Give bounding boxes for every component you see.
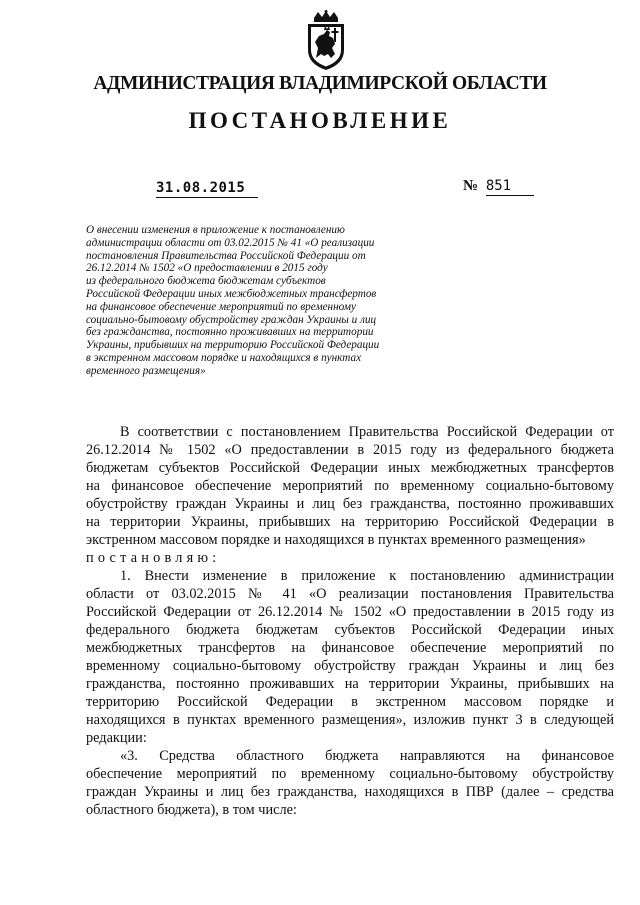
- item-1-line: области от 03.02.2015 № 41 «О реализации постановления Правительства: [86, 586, 614, 602]
- document-type-heading: ПОСТАНОВЛЕНИЕ: [188, 108, 452, 133]
- document-date: 31.08.2015: [156, 180, 258, 198]
- item-1-line: гражданства, постоянно проживавших на территории Украины, прибывших на: [86, 676, 614, 692]
- document-body: [86, 423, 614, 819]
- item-3-line: граждан Украины и лиц без гражданства, находящихся в ПВР (далее – средства: [86, 784, 614, 800]
- item-1-line: 1. Внести изменение в приложение к постановлению администрации: [120, 568, 614, 584]
- preamble-line: В соответствии с постановлением Правительства Российской Федерации от: [120, 424, 614, 440]
- preamble-line: обустройству граждан Украины и лиц без гражданства, постоянно проживавших: [86, 496, 614, 512]
- organization-title: АДМИНИСТРАЦИЯ ВЛАДИМИРСКОЙ ОБЛАСТИ: [93, 73, 547, 94]
- preamble-line: бюджетам субъектов Российской Федерации иных межбюджетных трансфертов: [86, 460, 614, 476]
- item-1-line: территорию Российской Федерации в экстренном массовом порядке и: [86, 694, 614, 710]
- preamble-line: на финансовое обеспечение мероприятий по временному социально-бытовому: [86, 478, 614, 494]
- subject-line: Российской Федерации иных межбюджетных трансфертов: [86, 287, 377, 300]
- item-1-line: находящихся в пунктах временного размещения», изложив пункт 3 в следующей: [86, 712, 614, 728]
- document-subject: [86, 224, 446, 378]
- item-3-line: «3. Средства областного бюджета направляются на финансовое: [120, 748, 614, 764]
- preamble-line: на территории Украины, прибывших на территорию Российской Федерации в: [86, 514, 614, 530]
- preamble-line: экстренном массовом порядке и находящихся в пунктах временного размещения»: [86, 532, 586, 548]
- item-1-line: редакции:: [86, 730, 147, 746]
- subject-line: на финансовое обеспечение мероприятий по временному: [86, 300, 356, 313]
- item-3-line: областного бюджета), в том числе:: [86, 802, 297, 818]
- subject-line: социально-бытовому обустройству граждан Украины и лиц: [86, 313, 377, 326]
- number-label: №: [463, 178, 479, 194]
- subject-line: без гражданства, постоянно проживавших на территории: [86, 326, 374, 339]
- document-number-block: [463, 178, 534, 196]
- item-1-line: федерального бюджета бюджетам субъектов Российской Федерации иных: [86, 622, 614, 638]
- subject-line: временного размещения»: [86, 364, 206, 377]
- decree-word: постановляю:: [86, 550, 221, 566]
- coat-of-arms-icon: [300, 10, 352, 72]
- item-1-line: Российской Федерации от 26.12.2014 № 1502 «О предоставлении в 2015 году из: [86, 604, 614, 620]
- subject-line: О внесении изменения в приложение к постановлению: [86, 224, 345, 236]
- item-1-line: временному социально-бытовому обустройству граждан Украины и лиц без: [86, 658, 614, 674]
- item-3-line: обеспечение мероприятий по временному социально-бытовому обустройству: [86, 766, 614, 782]
- preamble-line: 26.12.2014 № 1502 «О предоставлении в 2015 году из федерального бюджета: [86, 442, 614, 458]
- subject-line: администрации области от 03.02.2015 № 41 «О реализации: [86, 236, 375, 249]
- subject-line: постановления Правительства Российской Федерации от: [86, 249, 366, 262]
- item-1-line: межбюджетных трансфертов на финансовое обеспечение мероприятий по: [86, 640, 614, 656]
- subject-line: в экстренном массовом порядке и находящихся в пунктах: [86, 351, 362, 364]
- subject-line: Украины, прибывших на территорию Российской Федерации: [86, 339, 380, 352]
- subject-line: из федерального бюджета бюджетам субъектов: [86, 275, 326, 288]
- document-number: 851: [486, 178, 534, 196]
- subject-line: 26.12.2014 № 1502 «О предоставлении в 2015 году: [86, 262, 328, 275]
